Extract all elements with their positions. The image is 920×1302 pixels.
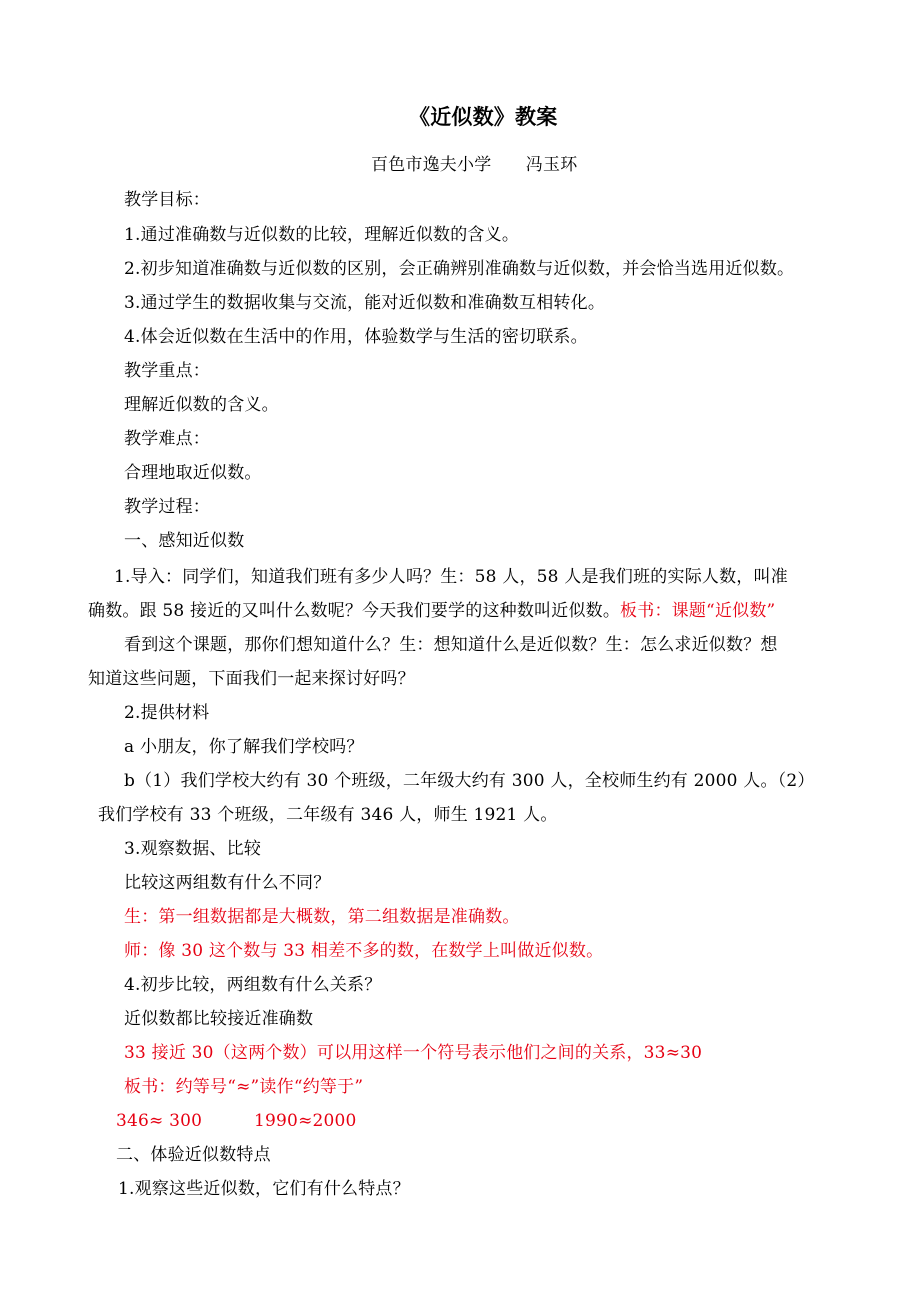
see-line-1: 看到这个课题，那你们想知道什么？生：想知道什么是近似数？生：怎么求近似数？想 (124, 635, 778, 655)
material-b-line-2: 我们学校有 33 个班级，二年级有 346 人，师生 1921 人。 (98, 805, 558, 825)
see-line-2: 知道这些问题，下面我们一起来探讨好吗？ (88, 669, 415, 689)
relation-text: 近似数都比较接近准确数 (124, 1009, 314, 1029)
observe-question: 比较这两组数有什么不同？ (124, 873, 331, 893)
observe-heading: 3.观察数据、比较 (124, 839, 262, 859)
key-text: 理解近似数的含义。 (124, 395, 279, 415)
material-b-line-1: b（1）我们学校大约有 30 个班级，二年级大约有 300 人，全校师生约有 2000 人。（2） (124, 771, 815, 791)
example-approx-2: 1990≈2000 (254, 1111, 357, 1131)
author-line: 百色市逸夫小学 冯玉环 (371, 155, 578, 175)
example-approx-1: 346≈ 300 (116, 1111, 203, 1131)
goal-item-1: 1.通过准确数与近似数的比较，理解近似数的含义。 (124, 225, 520, 245)
board-symbol-note: 板书：约等号“≈”读作“约等于” (124, 1077, 364, 1097)
relation-heading: 4.初步比较，两组数有什么关系？ (124, 975, 382, 995)
symbol-text: 33 接近 30（这两个数）可以用这样一个符号表示他们之间的关系，33≈30 (124, 1043, 703, 1063)
intro-line-2 (88, 600, 775, 622)
intro-text: 确数。跟 58 接近的又叫什么数呢？今天我们要学的这种数叫近似数。 (88, 601, 621, 621)
goal-item-3: 3.通过学生的数据收集与交流，能对近似数和准确数互相转化。 (124, 293, 606, 313)
goal-item-2: 2.初步知道准确数与近似数的区别，会正确辨别准确数与近似数，并会恰当选用近似数。 (124, 259, 795, 279)
key-heading: 教学重点： (124, 361, 210, 381)
teacher-answer: 师：像 30 这个数与 33 相差不多的数，在数学上叫做近似数。 (124, 941, 604, 961)
goals-heading: 教学目标： (124, 190, 210, 210)
document-title: 《近似数》教案 (409, 104, 558, 129)
difficulty-heading: 教学难点： (124, 429, 210, 449)
intro-board-note: 板书：课题“近似数” (620, 601, 776, 621)
difficulty-text: 合理地取近似数。 (124, 463, 262, 483)
observe-features: 1.观察这些近似数，它们有什么特点？ (118, 1179, 410, 1199)
section-heading-1: 一、感知近似数 (124, 531, 245, 551)
material-heading: 2.提供材料 (124, 703, 210, 723)
process-heading: 教学过程： (124, 497, 210, 517)
material-a: a 小朋友，你了解我们学校吗？ (124, 737, 364, 757)
section-heading-2: 二、体验近似数特点 (116, 1145, 271, 1165)
goal-item-4: 4.体会近似数在生活中的作用，体验数学与生活的密切联系。 (124, 327, 588, 347)
intro-line-1: 1.导入：同学们，知道我们班有多少人吗？生：58 人，58 人是我们班的实际人数，叫准 (114, 567, 788, 587)
student-answer: 生：第一组数据都是大概数，第二组数据是准确数。 (124, 907, 520, 927)
